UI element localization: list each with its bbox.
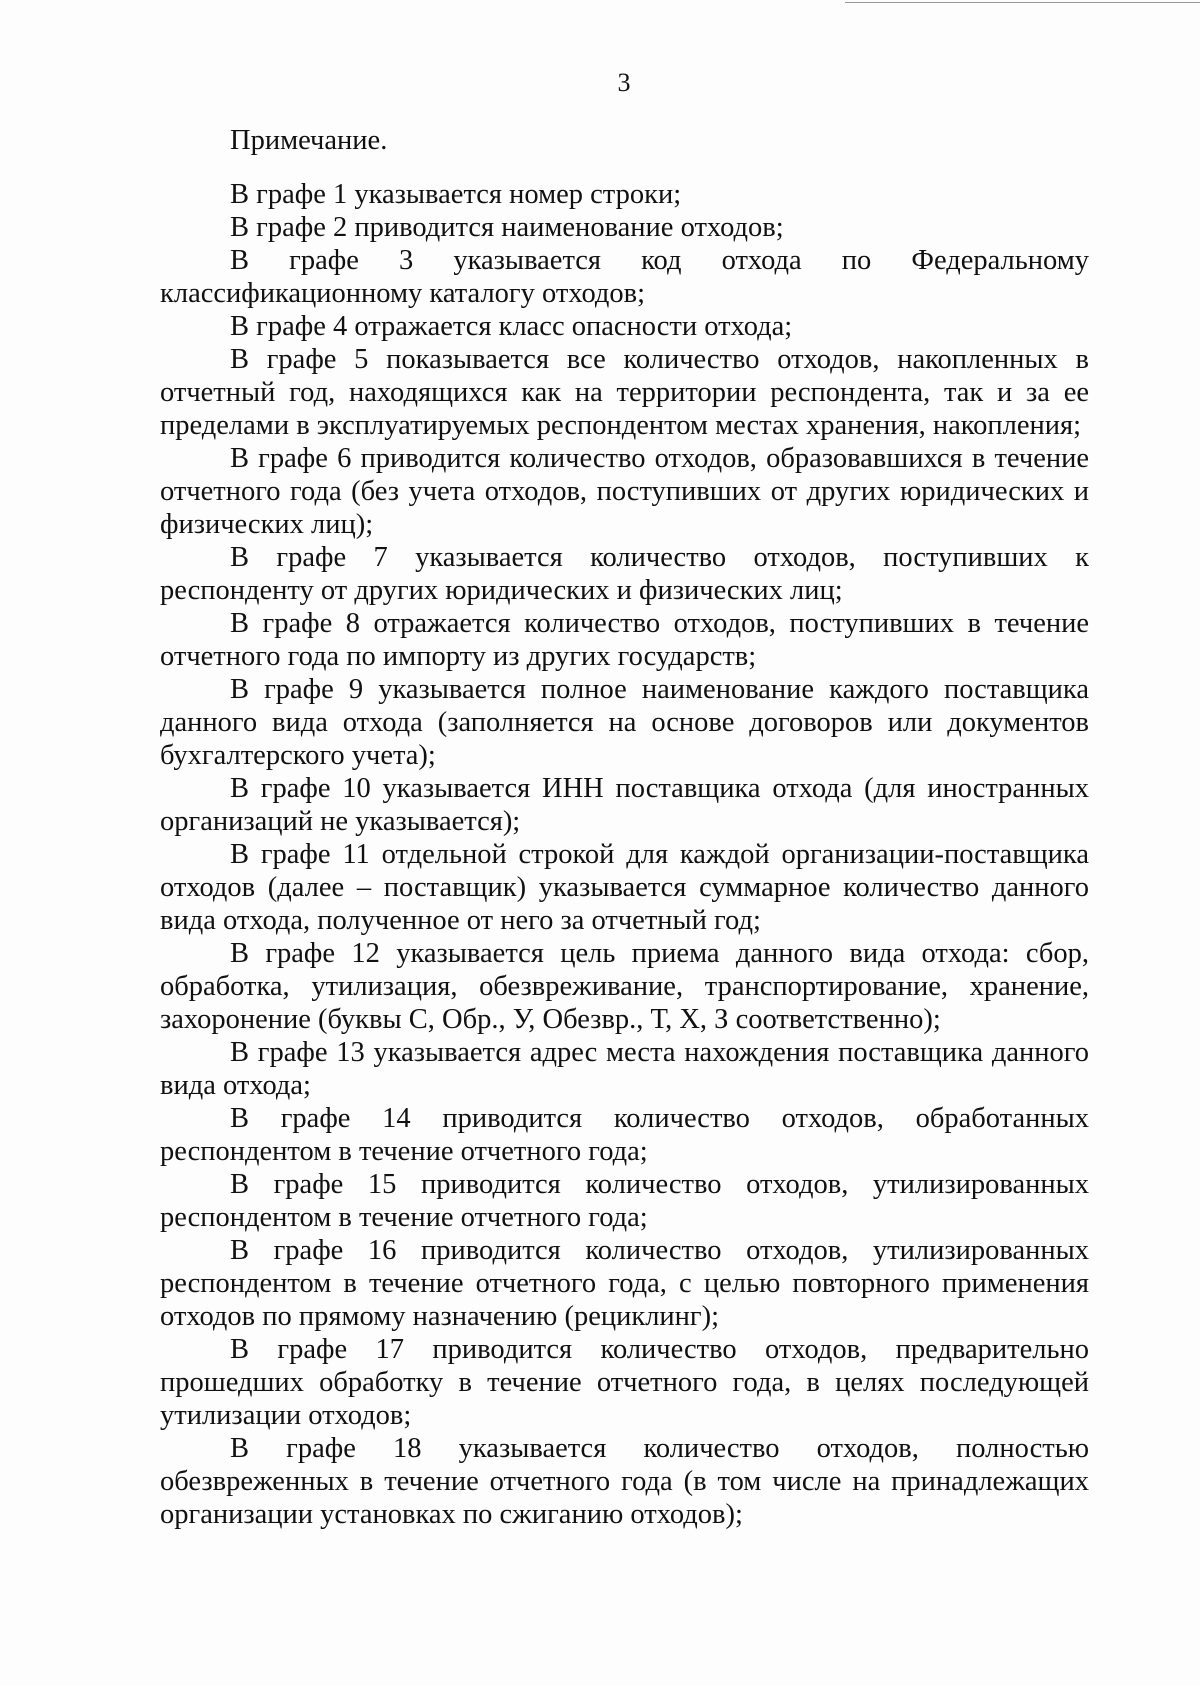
paragraph-column-4: В графе 4 отражается класс опасности отхода; bbox=[230, 311, 793, 342]
note-title: Примечание. bbox=[230, 125, 388, 156]
paragraph-column-3: В графе 3 указывается код отхода по Федеральному классификационному каталогу отходов; bbox=[160, 245, 1089, 309]
paragraph-column-1: В графе 1 указывается номер строки; bbox=[230, 179, 682, 210]
paragraph-column-16: В графе 16 приводится количество отходов, утилизированных респондентом в течение отчетного года, с целью повторного применения отходов по прямому назначению (рециклинг); bbox=[160, 1235, 1089, 1332]
paragraph-column-14: В графе 14 приводится количество отходов, обработанных респондентом в течение отчетного года; bbox=[160, 1103, 1089, 1167]
paragraph-column-15: В графе 15 приводится количество отходов, утилизированных респондентом в течение отчетного года; bbox=[160, 1169, 1089, 1233]
paragraph-column-13: В графе 13 указывается адрес места нахождения поставщика данного вида отхода; bbox=[160, 1037, 1089, 1101]
paragraph-column-12: В графе 12 указывается цель приема данного вида отхода: сбор, обработка, утилизация, обезвреживание, транспортирование, хранение, захоронение (буквы С, Обр., У, Обезвр., Т, Х, З соответственно); bbox=[160, 938, 1089, 1035]
paragraph-column-9: В графе 9 указывается полное наименование каждого поставщика данного вида отхода (заполняется на основе договоров или документов бухгалтерского учета); bbox=[160, 674, 1089, 771]
page-number: 3 bbox=[617, 68, 631, 97]
top-rule bbox=[845, 2, 1200, 3]
paragraph-column-8: В графе 8 отражается количество отходов, поступивших в течение отчетного года по импорту из других государств; bbox=[160, 608, 1089, 672]
paragraph-column-10: В графе 10 указывается ИНН поставщика отхода (для иностранных организаций не указывается); bbox=[160, 773, 1089, 837]
paragraph-column-17: В графе 17 приводится количество отходов, предварительно прошедших обработку в течение отчетного года, в целях последующей утилизации отходов; bbox=[160, 1334, 1089, 1431]
paragraph-column-18: В графе 18 указывается количество отходов, полностью обезвреженных в течение отчетного года (в том числе на принадлежащих организации установках по сжиганию отходов); bbox=[160, 1433, 1089, 1530]
paragraph-column-2: В графе 2 приводится наименование отходов; bbox=[230, 212, 784, 243]
document-body bbox=[160, 124, 1089, 1531]
paragraph-column-6: В графе 6 приводится количество отходов, образовавшихся в течение отчетного года (без учета отходов, поступивших от других юридических и физических лиц); bbox=[160, 443, 1089, 540]
paragraph-column-7: В графе 7 указывается количество отходов, поступивших к респонденту от других юридических и физических лиц; bbox=[160, 542, 1089, 606]
paragraph-column-11: В графе 11 отдельной строкой для каждой организации-поставщика отходов (далее – поставщик) указывается суммарное количество данного вида отхода, полученное от него за отчетный год; bbox=[160, 839, 1089, 936]
paragraph-column-5: В графе 5 показывается все количество отходов, накопленных в отчетный год, находящихся как на территории респондента, так и за ее пределами в эксплуатируемых респондентом местах хранения, накопления; bbox=[160, 344, 1089, 441]
